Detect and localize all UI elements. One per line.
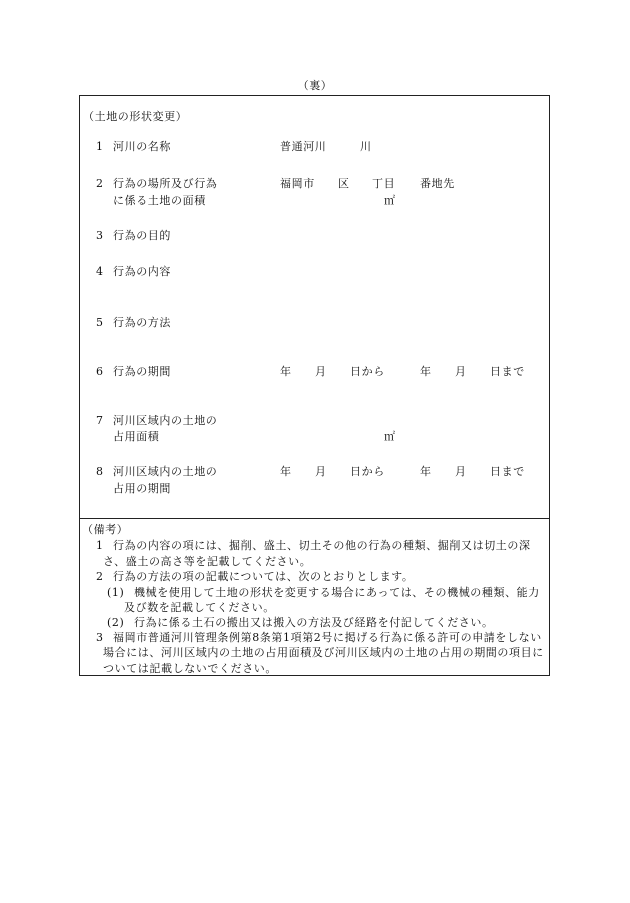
- row-label-period: 行為の期間: [113, 365, 171, 378]
- location-banchi: 番地先: [420, 177, 455, 190]
- row-number: 2: [96, 177, 104, 190]
- row-number: 6: [96, 365, 104, 378]
- row-number: 8: [96, 465, 104, 478]
- location-area-unit: ㎡: [384, 194, 396, 207]
- remark-sub-text: 行為に係る土石の搬出又は搬入の方法及び経路を付記してください。: [134, 616, 494, 629]
- row-number: 1: [96, 140, 104, 153]
- remark-text: 場合には、河川区域内の土地の占用面積及び河川区域内の土地の占用の期間の項目に: [103, 646, 544, 659]
- period-day-to: 日まで: [490, 365, 525, 378]
- row-label-occupation-period: 河川区域内の土地の: [113, 465, 218, 478]
- row-number: 4: [96, 265, 104, 278]
- period-year-to: 年: [420, 365, 432, 378]
- row-label-occupation-area-line2: 占用面積: [113, 430, 160, 443]
- remark-number: 1: [96, 539, 104, 552]
- remark-sub-text: 及び数を記載してください。: [124, 601, 275, 614]
- row-label-location-line2: に係る土地の面積: [113, 194, 206, 207]
- occupation-area-unit: ㎡: [384, 430, 396, 443]
- occupation-day-to: 日まで: [490, 465, 525, 478]
- page-side-label: （裏）: [297, 79, 333, 92]
- occupation-year-from: 年: [280, 465, 292, 478]
- row-label-method: 行為の方法: [113, 316, 171, 329]
- location-city: 福岡市: [280, 177, 315, 190]
- row-label-occupation-period-line2: 占用の期間: [113, 482, 171, 495]
- location-ward: 区: [338, 177, 350, 190]
- occupation-day-from: 日から: [350, 465, 385, 478]
- remark-text: さ、盛土の高さ等を記載してください。: [103, 555, 312, 568]
- remarks-divider: [79, 518, 550, 519]
- period-year-from: 年: [280, 365, 292, 378]
- row-number: 7: [96, 414, 104, 427]
- row-number: 5: [96, 316, 104, 329]
- row-label-location: 行為の場所及び行為: [113, 177, 218, 190]
- occupation-year-to: 年: [420, 465, 432, 478]
- remark-text: 行為の方法の項の記載については、次のとおりとします。: [113, 570, 414, 583]
- remark-number: 2: [96, 570, 104, 583]
- remarks-title: （備考）: [82, 523, 129, 536]
- row-label-content: 行為の内容: [113, 265, 171, 278]
- section-title: （土地の形状変更）: [83, 110, 188, 123]
- occupation-month-from: 月: [315, 465, 327, 478]
- row-label-river-name: 河川の名称: [113, 140, 171, 153]
- remark-text: 福岡市普通河川管理条例第8条第1項第2号に掲げる行為に係る許可の申請をしない: [113, 631, 542, 644]
- period-month-to: 月: [455, 365, 467, 378]
- row-label-occupation-area: 河川区域内の土地の: [113, 414, 218, 427]
- remark-sub-number: (2): [107, 616, 125, 629]
- remark-number: 3: [96, 631, 104, 644]
- row-number: 3: [96, 229, 104, 242]
- remark-text: ついては記載しないでください。: [103, 662, 277, 675]
- river-name-suffix: 川: [360, 140, 372, 153]
- period-month-from: 月: [315, 365, 327, 378]
- row-label-purpose: 行為の目的: [113, 229, 171, 242]
- remark-sub-text: 機械を使用して土地の形状を変更する場合にあっては、その機械の種類、能力: [134, 586, 540, 599]
- period-day-from: 日から: [350, 365, 385, 378]
- remark-sub-number: (1): [107, 586, 125, 599]
- occupation-month-to: 月: [455, 465, 467, 478]
- river-name-prefix: 普通河川: [280, 140, 327, 153]
- remark-text: 行為の内容の項には、掘削、盛土、切土その他の行為の種類、掘削又は切土の深: [113, 539, 531, 552]
- location-chome: 丁目: [372, 177, 396, 190]
